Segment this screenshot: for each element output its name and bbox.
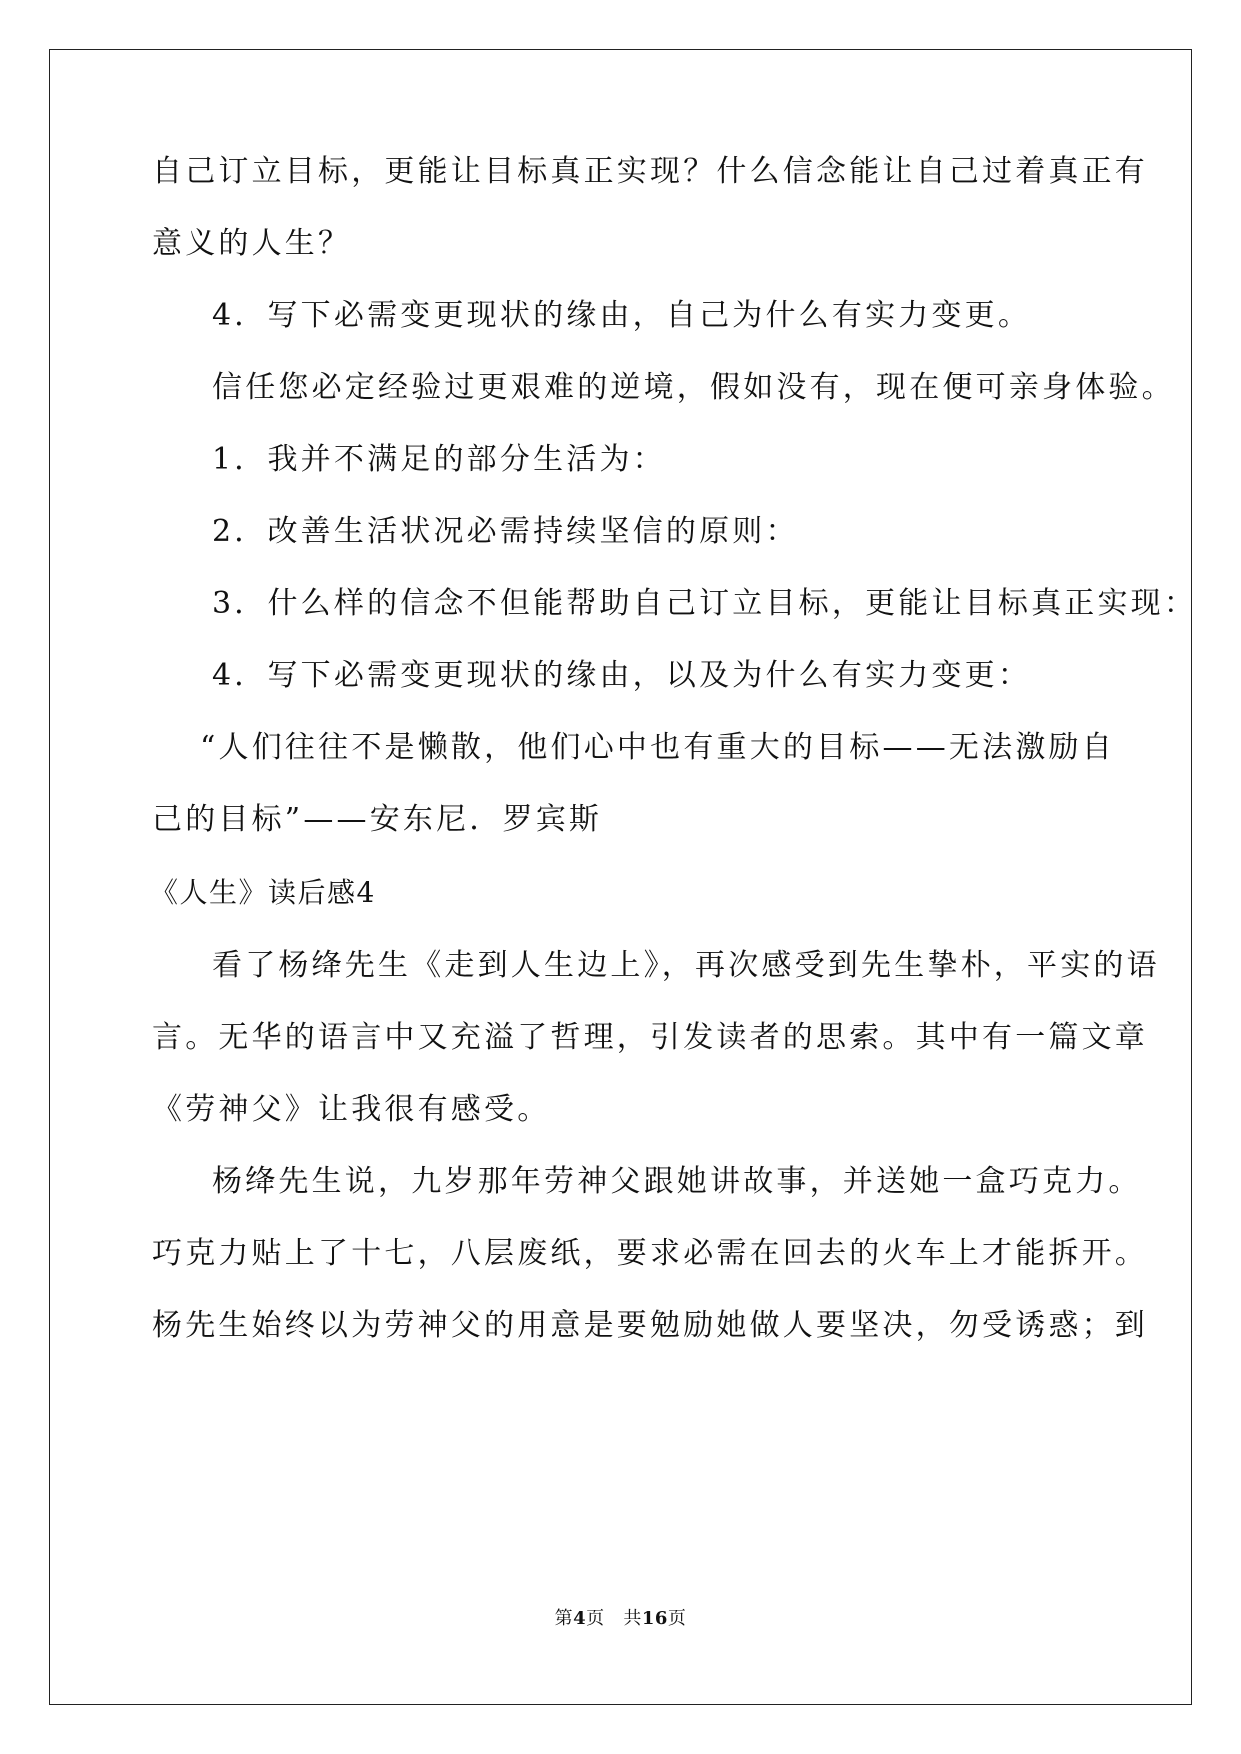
body-text-line: 信任您必定经验过更艰难的逆境，假如没有，现在便可亲身体验。 (212, 370, 1175, 405)
page-footer (0, 1604, 1241, 1630)
footer-prefix: 第 (554, 1608, 574, 1629)
body-text-line: 意义的人生？ (152, 226, 352, 261)
quote-text: “人们往往不是懒散，他们心中也有重大的目标——无法激励自 (200, 730, 1115, 765)
body-text-line: 杨绛先生说，九岁那年劳神父跟她讲故事，并送她一盒巧克力。 (212, 1164, 1142, 1199)
list-item: 4．写下必需变更现状的缘由，以及为什么有实力变更： (212, 658, 1032, 693)
list-item: 1．我并不满足的部分生活为： (212, 442, 666, 477)
body-text-line: 巧克力贴上了十七，八层废纸，要求必需在回去的火车上才能拆开。 (152, 1236, 1148, 1271)
body-text-line: 杨先生始终以为劳神父的用意是要勉励她做人要坚决，勿受诱惑；到 (152, 1308, 1148, 1343)
body-text-line: 看了杨绛先生《走到人生边上》，再次感受到先生挚朴，平实的语 (212, 948, 1160, 983)
body-text-line: 自己订立目标，更能让目标真正实现？什么信念能让自己过着真正有 (152, 154, 1148, 189)
list-item: 2．改善生活状况必需持续坚信的原则： (212, 514, 799, 549)
total-pages: 16 (641, 1608, 668, 1629)
quote-text: 己的目标”——安东尼．罗宾斯 (152, 802, 603, 837)
body-text-line: 《劳神父》让我很有感受。 (152, 1092, 551, 1127)
footer-total-prefix: 共 (623, 1608, 642, 1629)
footer-page-unit: 页 (586, 1608, 605, 1629)
section-heading: 《人生》读后感4 (150, 876, 376, 909)
footer-total-unit: 页 (667, 1608, 687, 1629)
body-text-line: 言。无华的语言中又充溢了哲理，引发读者的思索。其中有一篇文章 (152, 1020, 1148, 1055)
list-item: 3．什么样的信念不但能帮助自己订立目标，更能让目标真正实现： (212, 586, 1198, 621)
page-number: 4 (573, 1608, 587, 1629)
body-text-line: 4．写下必需变更现状的缘由，自己为什么有实力变更。 (212, 298, 1032, 333)
